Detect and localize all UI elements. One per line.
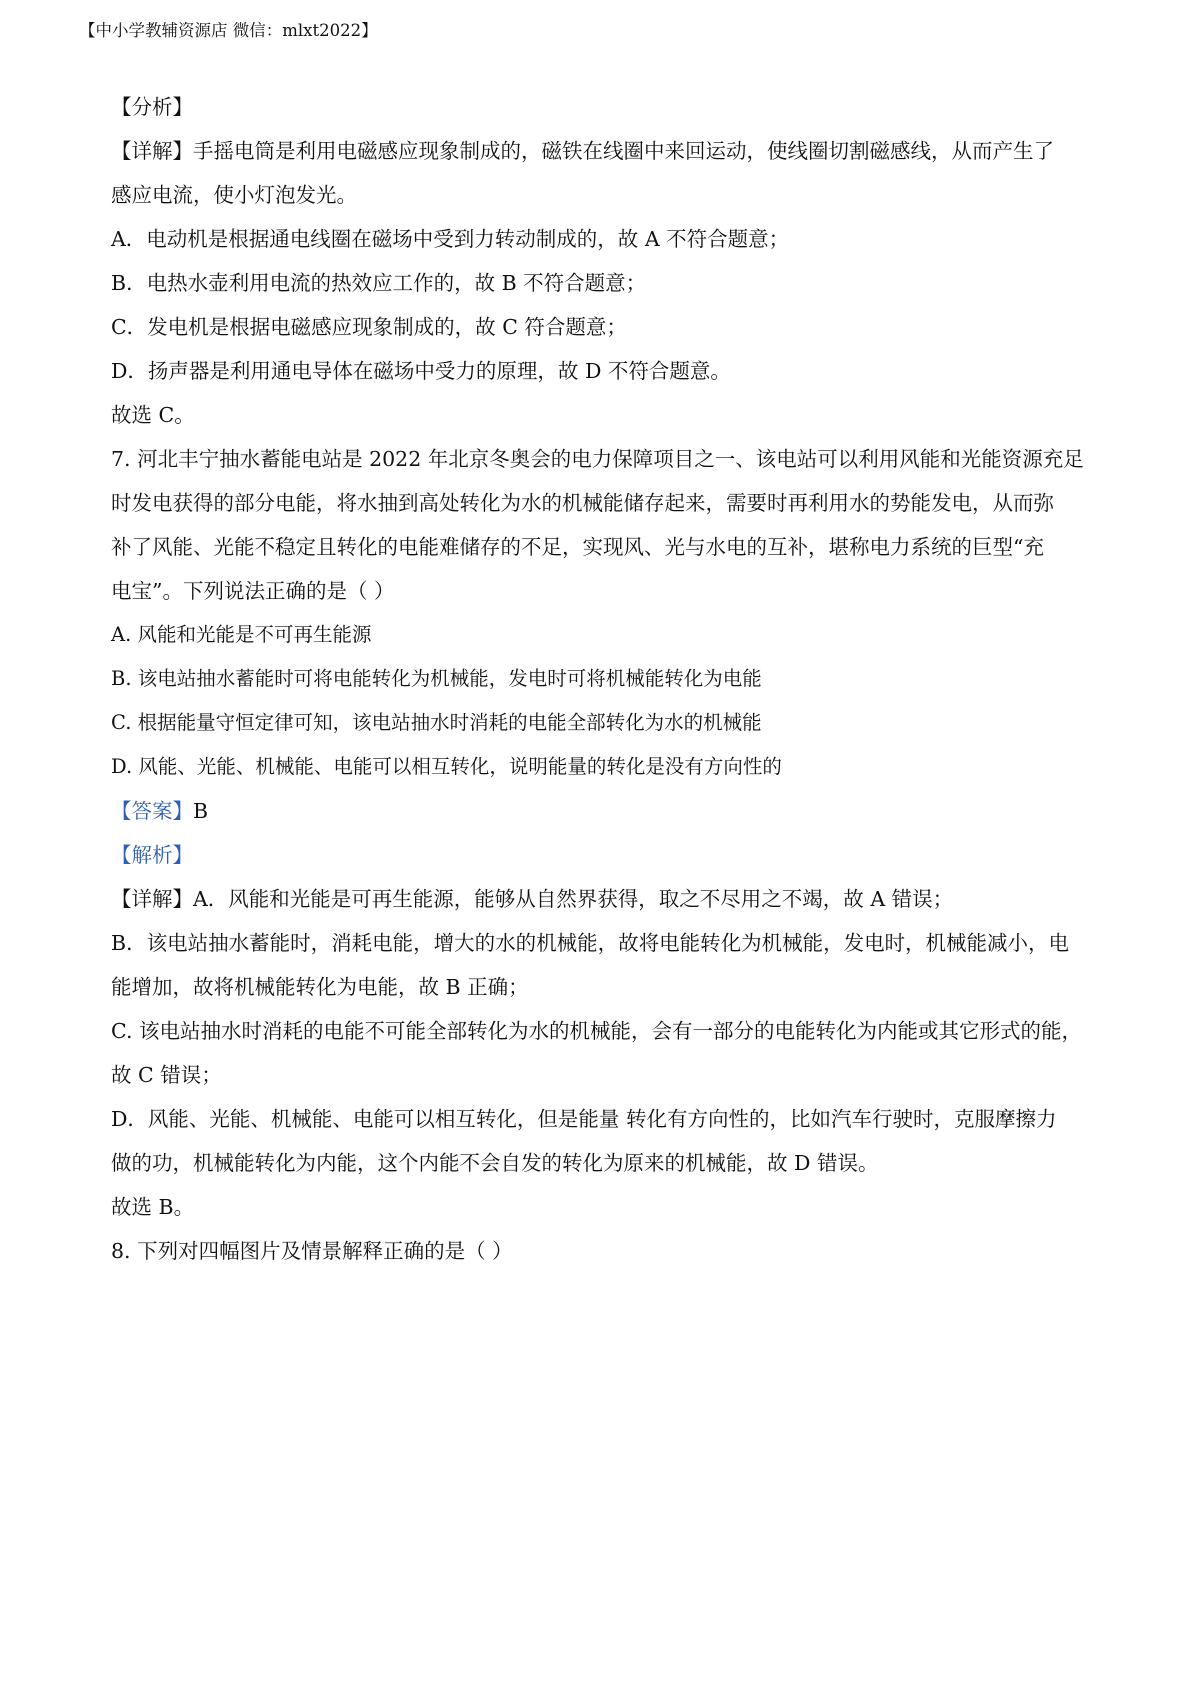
answer-line (111, 796, 208, 826)
detail-c: C. 该电站抽水时消耗的电能不可能全部转化为水的机械能，会有一部分的电能转化为内能或其它形式的能， (111, 1019, 1082, 1043)
question-7-option-a: A. 风能和光能是不可再生能源 (111, 623, 372, 646)
question-7-stem: 补了风能、光能不稳定且转化的电能难储存的不足，实现风、光与水电的互补，堪称电力系统的巨型“充 (111, 535, 1044, 559)
question-8-stem: 8. 下列对四幅图片及情景解释正确的是（ ） (111, 1239, 513, 1263)
answer-label: 【答案】 (111, 799, 193, 823)
detail-a: 【详解】A．风能和光能是可再生能源，能够从自然界获得，取之不尽用之不竭，故 A 错误； (111, 887, 954, 911)
detail-b: 能增加，故将机械能转化为电能，故 B 正确； (111, 975, 529, 999)
answer-conclusion: 故选 B。 (111, 1195, 195, 1219)
answer-value: B (193, 799, 209, 823)
explanation-label: 【解析】 (111, 843, 193, 867)
page-header: 【中小学教辅资源店 微信：mlxt2022】 (79, 21, 378, 40)
question-7-option-b: B. 该电站抽水蓄能时可将电能转化为机械能，发电时可将机械能转化为电能 (111, 667, 762, 690)
detail-b: B．该电站抽水蓄能时，消耗电能，增大的水的机械能，故将电能转化为机械能，发电时，机械能减小，电 (111, 931, 1070, 955)
question-7-option-c: C. 根据能量守恒定律可知，该电站抽水时消耗的电能全部转化为水的机械能 (111, 711, 762, 734)
answer-conclusion: 故选 C。 (111, 403, 195, 427)
option-explanation-a: A．电动机是根据通电线圈在磁场中受到力转动制成的，故 A 不符合题意； (111, 227, 790, 251)
option-explanation-b: B．电热水壶利用电流的热效应工作的，故 B 不符合题意； (111, 271, 647, 295)
detail-d: 做的功，机械能转化为内能，这个内能不会自发的转化为原来的机械能，故 D 错误。 (111, 1151, 879, 1175)
question-7-stem: 电宝”。下列说法正确的是（ ） (111, 579, 395, 603)
question-7-stem: 7. 河北丰宁抽水蓄能电站是 2022 年北京冬奥会的电力保障项目之一、该电站可以利用风能和光能资源充足 (111, 447, 1084, 471)
question-7-stem: 时发电获得的部分电能，将水抽到高处转化为水的机械能储存起来，需要时再利用水的势能发电，从而弥 (111, 491, 1054, 515)
detail-paragraph-line: 感应电流，使小灯泡发光。 (111, 183, 357, 207)
question-7-option-d: D. 风能、光能、机械能、电能可以相互转化，说明能量的转化是没有方向性的 (111, 755, 782, 778)
detail-c: 故 C 错误； (111, 1063, 222, 1087)
analysis-heading: 【分析】 (111, 95, 193, 119)
option-explanation-c: C．发电机是根据电磁感应现象制成的，故 C 符合题意； (111, 315, 627, 339)
option-explanation-d: D．扬声器是利用通电导体在磁场中受力的原理，故 D 不符合题意。 (111, 359, 731, 383)
detail-paragraph-line: 【详解】手摇电筒是利用电磁感应现象制成的，磁铁在线圈中来回运动，使线圈切割磁感线，从而产生了 (111, 139, 1054, 163)
detail-d: D．风能、光能、机械能、电能可以相互转化，但是能量 转化有方向性的，比如汽车行驶时，克服摩擦力 (111, 1107, 1057, 1131)
